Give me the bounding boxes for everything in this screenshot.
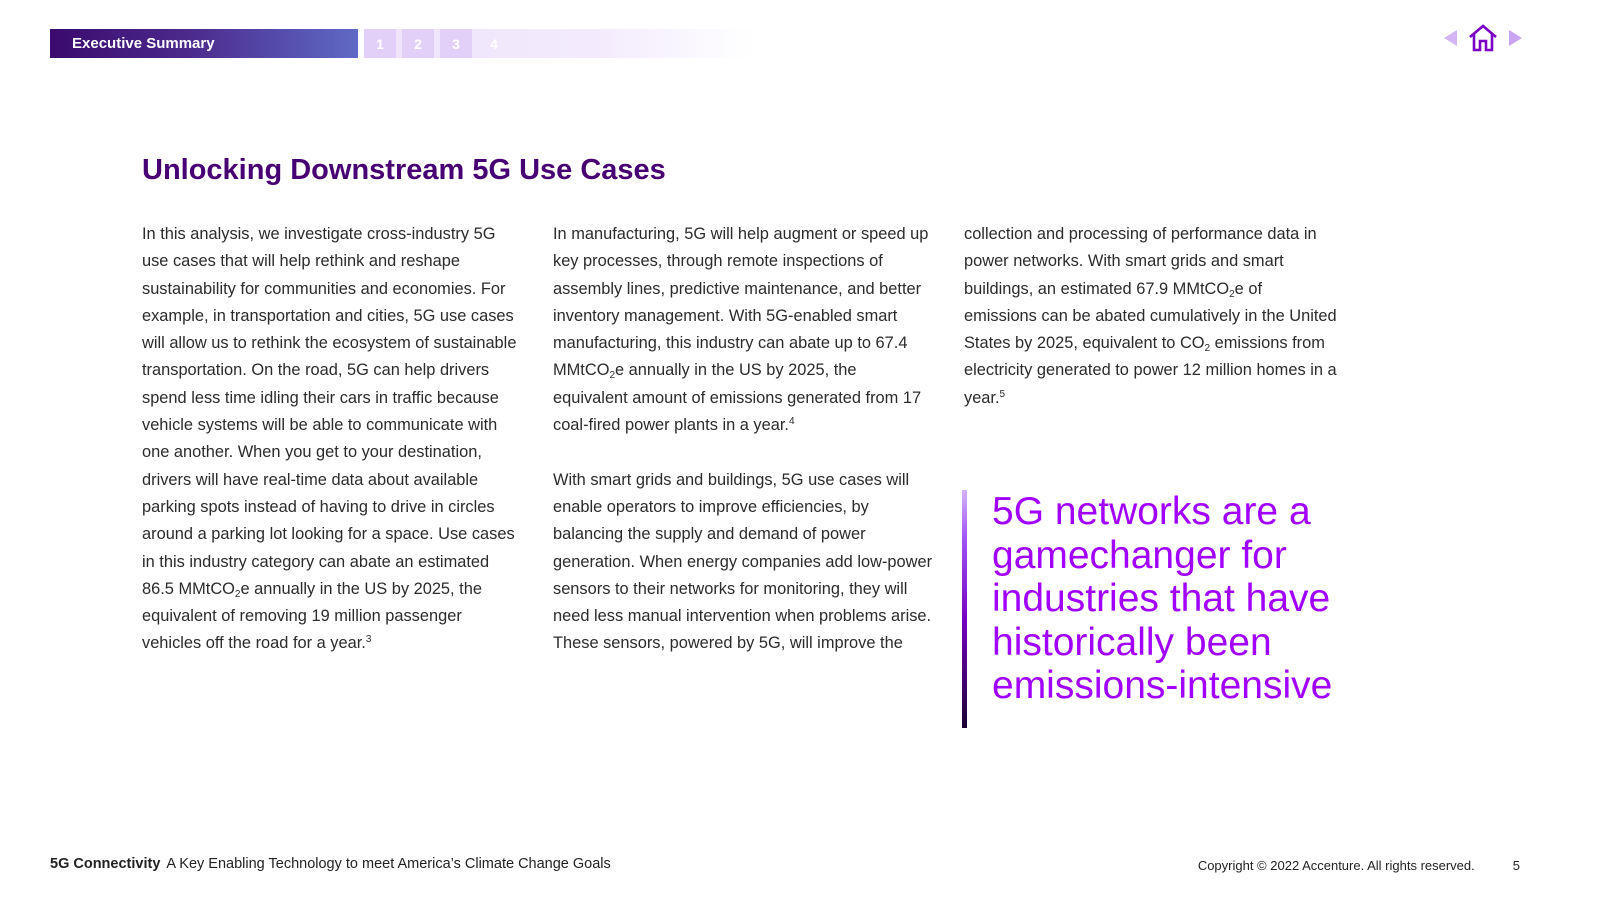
chevron-left-icon[interactable] xyxy=(1444,30,1457,46)
page-step-2[interactable]: 2 xyxy=(402,29,434,58)
nav-controls xyxy=(1444,22,1522,54)
footer-brand: 5G Connectivity xyxy=(50,856,161,872)
body-column-3 xyxy=(964,221,1339,412)
copyright-text: Copyright © 2022 Accenture. All rights reserved. xyxy=(1197,858,1475,873)
subscript: 2 xyxy=(1229,288,1235,300)
footer-subtitle: A Key Enabling Technology to meet America’s Climate Change Goals xyxy=(166,856,611,872)
section-tab-label: Executive Summary xyxy=(72,35,215,52)
footer-document-title xyxy=(50,856,611,872)
footer-meta xyxy=(1198,858,1520,873)
footnote-ref-5[interactable]: 5 xyxy=(999,388,1006,400)
text-span: In manufacturing, 5G will help augment or speed up key processes, through remote inspections of assembly lines, predictive maintenance, and better inventory management. With 5G-enabled smart manufacturing, this industry can abate up to 67.4 MMtCO xyxy=(553,225,929,380)
text-span: e annually in the US by 2025, the equivalent of removing 19 million passenger vehicles off the road for a year. xyxy=(142,579,482,653)
paragraph-smart-grids-continued xyxy=(964,221,1339,412)
text-span: e of emissions can be abated cumulatively in the United States by 2025, equivalent to CO xyxy=(964,279,1337,353)
page-step-3[interactable]: 3 xyxy=(440,29,472,58)
page-step-1[interactable]: 1 xyxy=(364,29,396,58)
section-tab-executive-summary[interactable] xyxy=(50,29,358,58)
subscript: 2 xyxy=(609,370,616,382)
body-column-1 xyxy=(142,221,517,658)
footnote-ref-3[interactable]: 3 xyxy=(365,634,372,646)
paragraph-smart-grids: With smart grids and buildings, 5G use cases will enable operators to improve efficiencies, by balancing the supply and demand of power generation. When energy companies add low-power sensors to their networks for monitoring, they will need less manual intervention when problems arise. These sensors, powered by 5G, will improve the xyxy=(553,470,933,653)
page-steps xyxy=(364,29,754,58)
subscript: 2 xyxy=(1204,343,1211,355)
paragraph-gap xyxy=(553,439,933,466)
chevron-right-icon[interactable] xyxy=(1509,30,1522,46)
body-column-2 xyxy=(553,221,933,658)
paragraph-transportation xyxy=(142,221,517,658)
pull-quote: 5G networks are a gamechanger for industries that have historically been emissions-intensive xyxy=(992,490,1333,707)
paragraph-manufacturing xyxy=(553,221,933,439)
subscript: 2 xyxy=(234,588,241,600)
text-span: collection and processing of performance data in power networks. With smart grids and smart buildings, an estimated 67.9 MMtCO xyxy=(964,225,1317,298)
footnote-ref-4[interactable]: 4 xyxy=(788,416,795,428)
page-step-4[interactable]: 4 xyxy=(490,35,498,52)
text-span: emissions from electricity generated to power 12 million homes in a year. xyxy=(964,334,1337,407)
quote-accent-bar xyxy=(962,490,967,728)
page-number: 5 xyxy=(1512,858,1520,873)
page-title: Unlocking Downstream 5G Use Cases xyxy=(142,154,666,186)
home-icon[interactable] xyxy=(1467,22,1499,54)
top-navigation xyxy=(50,29,754,58)
text-span: e annually in the US by 2025, the equivalent amount of emissions generated from 17 coal-fired power plants in a year. xyxy=(553,361,922,435)
text-span: In this analysis, we investigate cross-industry 5G use cases that will help rethink and reshape sustainability for communities and economies. For example, in transportation and cities, 5G use cases will allow us to rethink the ecosystem of sustainable transportation. On the road, 5G can help drivers spend less time idling their cars in traffic because vehicle systems will be able to communicate with one another. When you get to your destination, drivers will have real-time data about available parking spots instead of having to drive in circles around a parking lot looking for a space. Use cases in this industry category can abate an estimated 86.5 MMtCO xyxy=(142,225,517,598)
